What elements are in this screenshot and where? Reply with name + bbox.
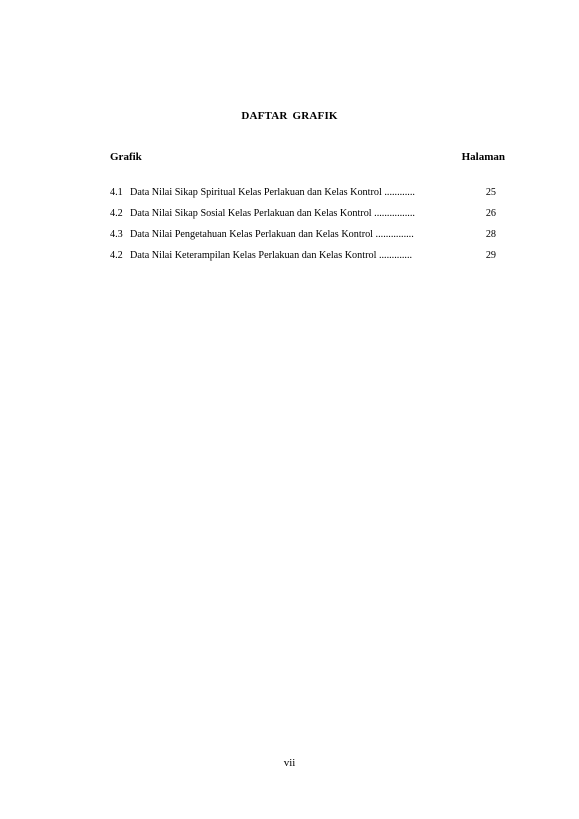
list-item[interactable] xyxy=(110,229,496,250)
list-item[interactable] xyxy=(110,187,496,208)
entry-number: 4.1 xyxy=(110,187,123,198)
column-header-halaman: Halaman xyxy=(461,151,505,163)
figure-list xyxy=(110,187,496,271)
entry-page-number: 25 xyxy=(485,187,496,198)
entry-title: Data Nilai Sikap Spiritual Kelas Perlakuan dan Kelas Kontrol ............ xyxy=(130,187,415,198)
list-item[interactable] xyxy=(110,208,496,229)
entry-number: 4.2 xyxy=(110,208,123,219)
entry-number: 4.2 xyxy=(110,250,123,261)
entry-page-number: 29 xyxy=(485,250,496,261)
entry-title: Data Nilai Pengetahuan Kelas Perlakuan dan Kelas Kontrol ............... xyxy=(130,229,414,240)
entry-number: 4.3 xyxy=(110,229,123,240)
list-item[interactable] xyxy=(110,250,496,271)
column-header-grafik: Grafik xyxy=(110,151,142,163)
entry-title: Data Nilai Keterampilan Kelas Perlakuan dan Kelas Kontrol ............. xyxy=(130,250,413,261)
page-number-footer: vii xyxy=(283,757,296,769)
entry-page-number: 28 xyxy=(485,229,496,240)
entry-page-number: 26 xyxy=(485,208,496,219)
page-title: DAFTAR GRAFIK xyxy=(241,110,338,122)
entry-title: Data Nilai Sikap Sosial Kelas Perlakuan dan Kelas Kontrol ................ xyxy=(130,208,415,219)
